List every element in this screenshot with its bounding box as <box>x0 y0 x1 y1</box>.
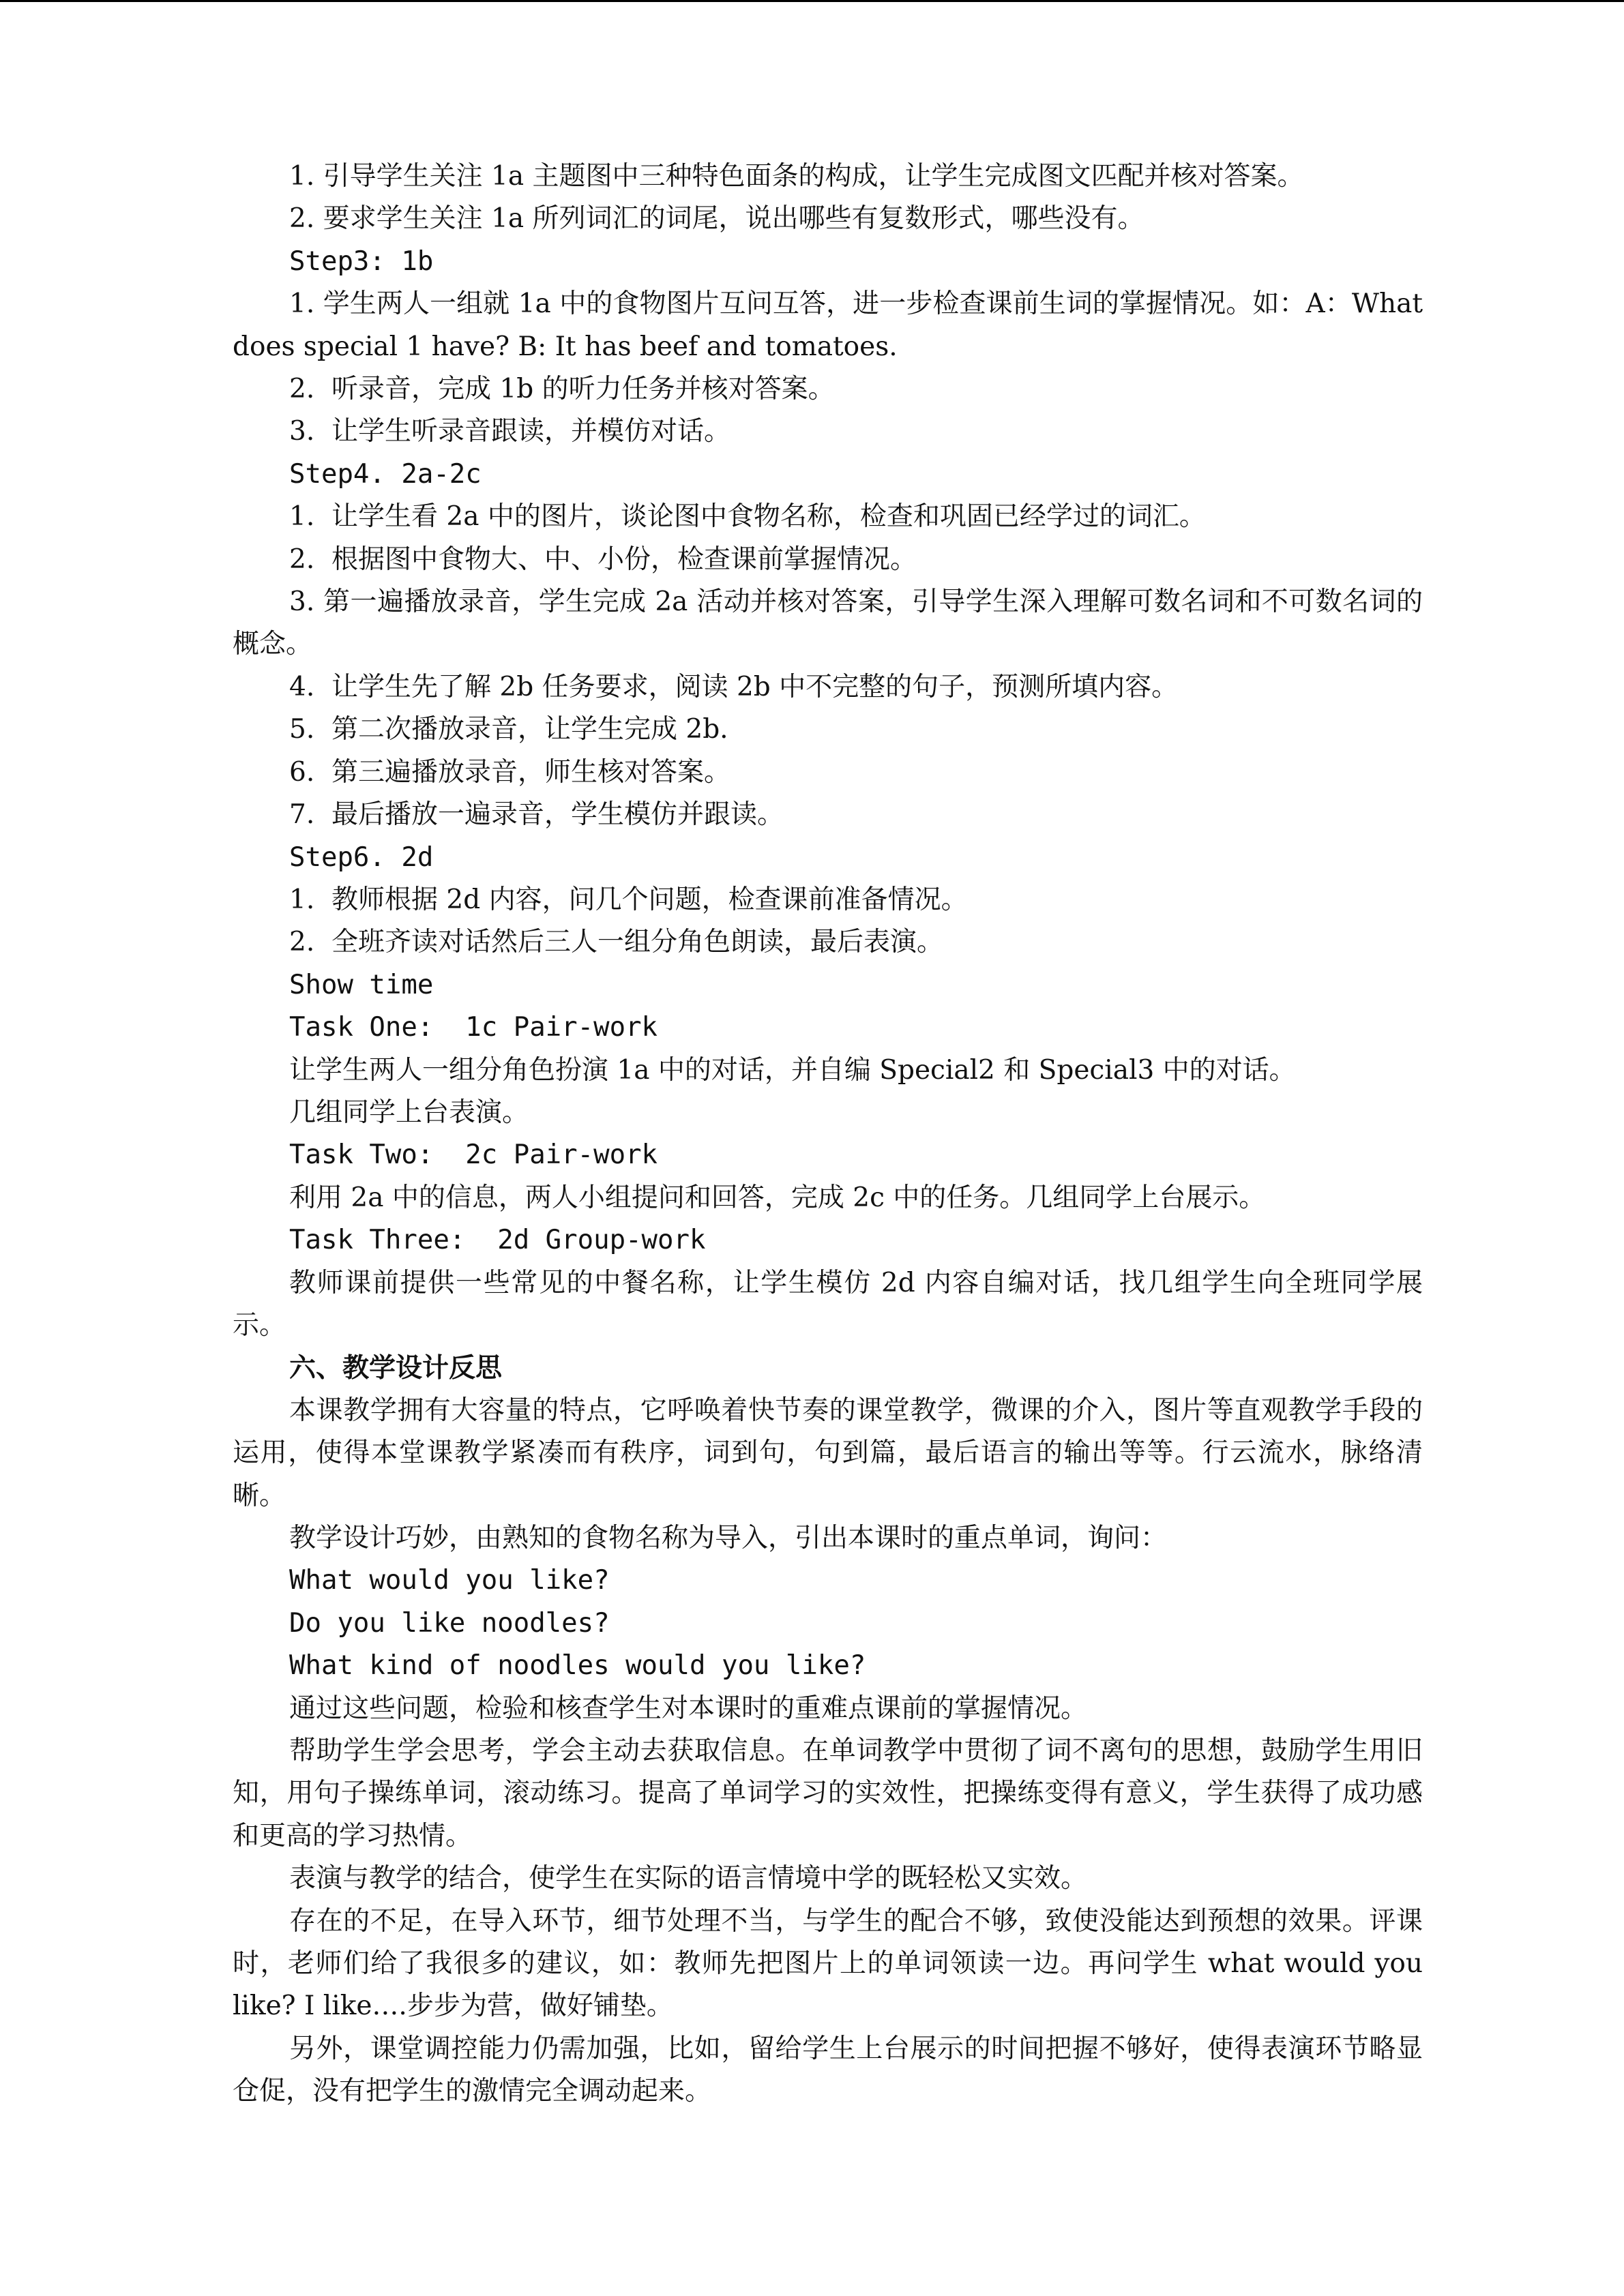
question-line-1: What would you like? <box>289 1565 610 1596</box>
page-top-border <box>0 0 1624 2</box>
section-six-heading: 六、教学设计反思 <box>289 1352 503 1384</box>
show-time-heading: Show time <box>289 969 434 1000</box>
reflection-paragraph-1: 本课教学拥有大容量的特点，它呼唤着快节奏的课堂教学，微课的介入，图片等直观教学手段的运用，使得本堂课教学紧凑而有秩序，词到句，句到篇，最后语言的输出等等。行云流水，脉络清晰。 <box>233 1395 1423 1511</box>
reflection-paragraph-5: 表演与教学的结合，使学生在实际的语言情境中学的既轻松又实效。 <box>289 1863 1088 1894</box>
document-body <box>233 155 1423 2113</box>
step4-heading: Step4. 2a-2c <box>289 458 482 490</box>
task-three-heading: Task Three: 2d Group-work <box>289 1225 706 1256</box>
paragraph-step3-item-1: 1. 学生两人一组就 1a 中的食物图片互问互答，进一步检查课前生词的掌握情况。如：A：What does special 1 have? B: It has beef and tomatoes. <box>233 288 1423 362</box>
task-one-heading: Task One: 1c Pair-work <box>289 1012 658 1043</box>
task-one-paragraph: 让学生两人一组分角色扮演 1a 中的对话，并自编 Special2 和 Special3 中的对话。 <box>289 1054 1296 1086</box>
paragraph-step4-item-3: 3. 第一遍播放录音，学生完成 2a 活动并核对答案，引导学生深入理解可数名词和不可数名词的概念。 <box>233 586 1423 660</box>
paragraph-step4-item-4: 4. 让学生先了解 2b 任务要求，阅读 2b 中不完整的句子，预测所填内容。 <box>289 671 1179 702</box>
paragraph-step4-item-1: 1. 让学生看 2a 中的图片，谈论图中食物名称，检查和巩固已经学过的词汇。 <box>289 501 1206 533</box>
paragraph-step3-item-2: 2. 听录音，完成 1b 的听力任务并核对答案。 <box>289 374 835 405</box>
task-two-paragraph: 利用 2a 中的信息，两人小组提问和回答，完成 2c 中的任务。几组同学上台展示。 <box>289 1182 1266 1213</box>
paragraph-step6-item-1: 1. 教师根据 2d 内容，问几个问题，检查课前准备情况。 <box>289 884 968 915</box>
task-two-heading: Task Two: 2c Pair-work <box>289 1139 658 1171</box>
question-line-2: Do you like noodles? <box>289 1607 610 1639</box>
step6-heading: Step6. 2d <box>289 841 434 873</box>
paragraph-step4-item-6: 6. 第三遍播放录音，师生核对答案。 <box>289 756 731 788</box>
reflection-paragraph-3: 通过这些问题，检验和核查学生对本课时的重难点课前的掌握情况。 <box>289 1693 1088 1724</box>
step3-heading: Step3: 1b <box>289 245 434 277</box>
paragraph-step2-item-2: 2. 要求学生关注 1a 所列词汇的词尾，说出哪些有复数形式，哪些没有。 <box>289 203 1145 235</box>
paragraph-step4-item-7: 7. 最后播放一遍录音，学生模仿并跟读。 <box>289 799 784 831</box>
reflection-paragraph-4: 帮助学生学会思考，学会主动去获取信息。在单词教学中贯彻了词不离句的思想，鼓励学生用旧知，用句子操练单词，滚动练习。提高了单词学习的实效性，把操练变得有意义，学生获得了成功感和更高的学习热情。 <box>233 1735 1423 1851</box>
question-line-3: What kind of noodles would you like? <box>289 1650 866 1682</box>
paragraph-step6-item-2: 2. 全班齐读对话然后三人一组分角色朗读，最后表演。 <box>289 927 944 958</box>
task-three-paragraph: 教师课前提供一些常见的中餐名称，让学生模仿 2d 内容自编对话，找几组学生向全班同学展示。 <box>233 1267 1423 1341</box>
reflection-paragraph-6: 存在的不足，在导入环节，细节处理不当，与学生的配合不够，致使没能达到预想的效果。评课时，老师们给了我很多的建议，如：教师先把图片上的单词领读一边。再问学生 what would you like? I like….步步为营，做好铺垫。 <box>233 1905 1423 2022</box>
paragraph-step4-item-2: 2. 根据图中食物大、中、小份，检查课前掌握情况。 <box>289 543 917 575</box>
paragraph-step4-item-5: 5. 第二次播放录音，让学生完成 2b. <box>289 714 728 745</box>
paragraph-step3-item-3: 3. 让学生听录音跟读，并模仿对话。 <box>289 416 731 447</box>
reflection-paragraph-2: 教学设计巧妙，由熟知的食物名称为导入，引出本课时的重点单词，询问： <box>289 1523 1168 1553</box>
reflection-paragraph-7: 另外，课堂调控能力仍需加强，比如，留给学生上台展示的时间把握不够好，使得表演环节略显仓促，没有把学生的激情完全调动起来。 <box>233 2033 1423 2107</box>
task-one-paragraph-2: 几组同学上台表演。 <box>289 1097 529 1128</box>
paragraph-step2-item-1: 1. 引导学生关注 1a 主题图中三种特色面条的构成，让学生完成图文匹配并核对答案。 <box>289 161 1304 192</box>
